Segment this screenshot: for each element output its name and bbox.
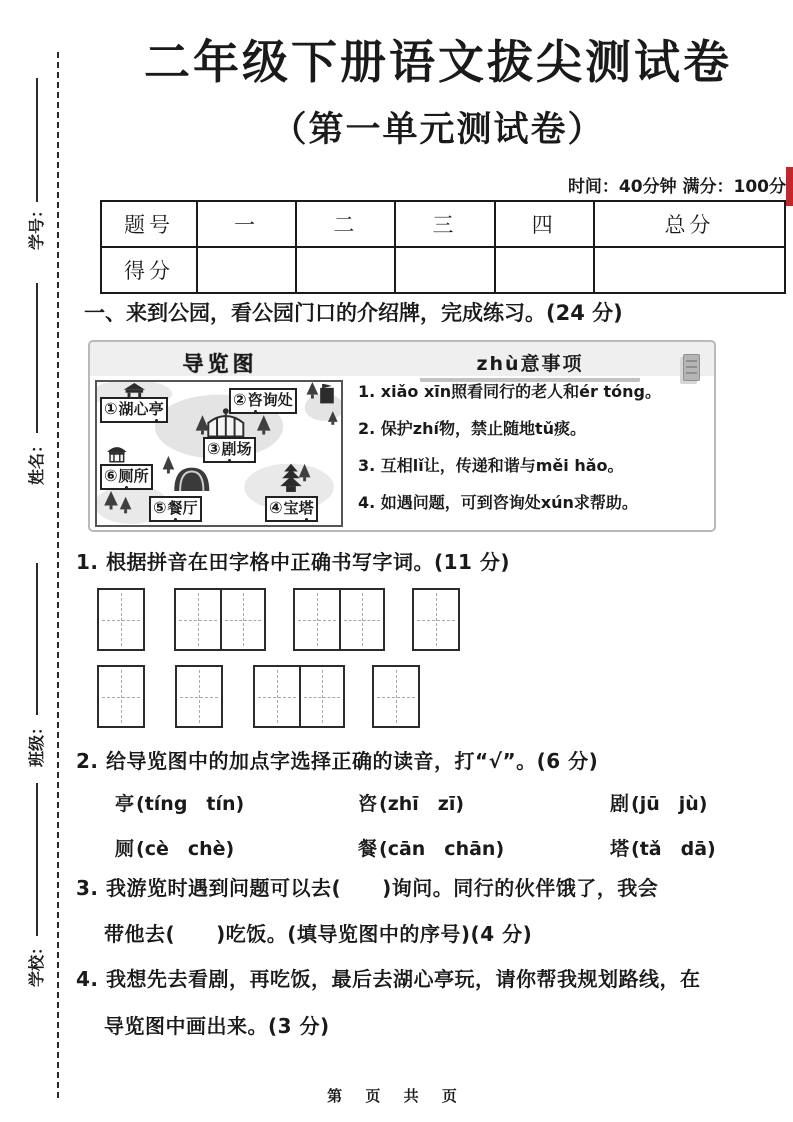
map-label-canting bbox=[149, 496, 202, 522]
map-num-3: ③ bbox=[207, 439, 221, 458]
map-label-cesuo bbox=[100, 464, 153, 490]
score-table-col-3: 三 bbox=[395, 201, 494, 247]
q2-option-can[interactable] bbox=[358, 834, 504, 861]
student-id-fill-line[interactable] bbox=[36, 78, 38, 202]
map-label-text: 厅 bbox=[182, 498, 198, 517]
notice-item-3: 3. 互相lǐ让，传递和谐与měi hǎo。 bbox=[358, 456, 624, 475]
score-table-col-total: 总分 bbox=[594, 201, 785, 247]
score-table-col-2: 二 bbox=[296, 201, 395, 247]
scroll-icon bbox=[683, 354, 700, 381]
grid-cell[interactable] bbox=[255, 667, 299, 726]
dotted-char-ting: 亭 bbox=[148, 399, 164, 418]
q2-char: 厕 bbox=[115, 838, 135, 860]
grid-cell[interactable] bbox=[99, 590, 143, 649]
score-cell-2[interactable] bbox=[296, 247, 395, 293]
map-label-text: 湖心 bbox=[118, 399, 149, 418]
question-2-text: 2. 给导览图中的加点字选择正确的读音，打“√”。(6 分) bbox=[76, 749, 599, 773]
score-table-col-4: 四 bbox=[495, 201, 594, 247]
map-label-text: 场 bbox=[236, 439, 252, 458]
score-table bbox=[100, 200, 786, 294]
score-cell-total[interactable] bbox=[594, 247, 785, 293]
writing-grid-7 bbox=[253, 665, 345, 728]
sidebar-label-school: 学校： bbox=[27, 939, 46, 988]
sidebar-label-name: 姓名： bbox=[27, 437, 46, 486]
sidebar-label-student-id: 学号： bbox=[27, 202, 46, 251]
map-num-6: ⑥ bbox=[104, 466, 118, 485]
score-table-col-1: 一 bbox=[197, 201, 296, 247]
grid-cell[interactable] bbox=[339, 590, 383, 649]
score-cell-3[interactable] bbox=[395, 247, 494, 293]
map-label-juchang bbox=[203, 437, 256, 463]
grid-cell[interactable] bbox=[374, 667, 418, 726]
red-edge-mark bbox=[786, 167, 793, 206]
q2-char: 塔 bbox=[610, 838, 630, 860]
notice-item-4: 4. 如遇问题，可到咨询处xún求帮助。 bbox=[358, 493, 638, 512]
page-footer: 第 页 共 页 bbox=[327, 1087, 466, 1105]
dotted-char-ju: 剧 bbox=[221, 439, 237, 458]
map-num-1: ① bbox=[104, 399, 118, 418]
class-fill-line[interactable] bbox=[36, 563, 38, 715]
school-fill-line[interactable] bbox=[36, 783, 38, 936]
writing-grid-4 bbox=[412, 588, 460, 651]
restaurant-dome-icon bbox=[174, 468, 209, 491]
q2-option-ting[interactable] bbox=[115, 789, 244, 816]
dotted-char-zi: 咨 bbox=[247, 390, 263, 409]
writing-grid-2 bbox=[174, 588, 266, 651]
score-cell-1[interactable] bbox=[197, 247, 296, 293]
notice-title: zhù意事项 bbox=[420, 349, 640, 382]
exam-meta: 时间：40分钟 满分：100分 bbox=[567, 177, 786, 197]
park-sign-illustration bbox=[88, 340, 716, 532]
dotted-char-ta: 塔 bbox=[298, 498, 314, 517]
grid-cell[interactable] bbox=[414, 590, 458, 649]
dotted-char-ce: 厕 bbox=[118, 466, 134, 485]
dotted-char-can: 餐 bbox=[167, 498, 183, 517]
question-1-text: 1. 根据拼音在田字格中正确书写字词。(11 分) bbox=[76, 550, 511, 574]
score-row-label: 得分 bbox=[101, 247, 197, 293]
info-building-icon bbox=[320, 384, 334, 403]
q2-choices: (zhī zī) bbox=[379, 793, 465, 815]
q2-choices: (tíng tín) bbox=[136, 793, 245, 815]
map-title: 导览图 bbox=[182, 352, 258, 376]
map-label-huxinting bbox=[100, 397, 168, 423]
writing-grid-8 bbox=[372, 665, 420, 728]
map-label-zixunchu bbox=[229, 388, 297, 414]
section-1-heading: 一、来到公园，看公园门口的介绍牌，完成练习。(24 分) bbox=[84, 301, 623, 325]
writing-grid-1 bbox=[97, 588, 145, 651]
name-fill-line[interactable] bbox=[36, 283, 38, 433]
notice-item-2: 2. 保护zhí物，禁止随地tǔ痰。 bbox=[358, 419, 587, 438]
notice-list bbox=[358, 382, 703, 530]
sidebar-dashed-divider bbox=[57, 52, 59, 1098]
score-table-corner: 题号 bbox=[101, 201, 197, 247]
grid-cell[interactable] bbox=[295, 590, 339, 649]
q2-char: 咨 bbox=[358, 793, 378, 815]
writing-grid-5 bbox=[97, 665, 145, 728]
q2-choices: (cè chè) bbox=[136, 838, 235, 860]
q2-choices: (tǎ dā) bbox=[631, 838, 716, 860]
q2-option-ce[interactable] bbox=[115, 834, 234, 861]
map-num-5: ⑤ bbox=[153, 498, 167, 517]
grid-cell[interactable] bbox=[176, 590, 220, 649]
map-label-text: 所 bbox=[133, 466, 149, 485]
grid-cell[interactable] bbox=[220, 590, 264, 649]
grid-cell[interactable] bbox=[299, 667, 343, 726]
q2-option-ju[interactable] bbox=[610, 789, 707, 816]
score-table-header-row bbox=[101, 201, 785, 247]
q2-char: 剧 bbox=[610, 793, 630, 815]
toilet-icon bbox=[107, 447, 126, 462]
q2-choices: (cān chān) bbox=[379, 838, 505, 860]
question-4-line-2: 导览图中画出来。(3 分) bbox=[104, 1014, 330, 1038]
park-map bbox=[95, 380, 343, 527]
notice-item-1: 1. xiǎo xīn照看同行的老人和ér tóng。 bbox=[358, 382, 661, 401]
map-num-4: ④ bbox=[269, 498, 283, 517]
page-subtitle: （第一单元测试卷） bbox=[271, 110, 605, 150]
sidebar-label-class: 班级： bbox=[27, 719, 46, 768]
writing-grid-6 bbox=[175, 665, 223, 728]
score-table-score-row bbox=[101, 247, 785, 293]
grid-cell[interactable] bbox=[99, 667, 143, 726]
q2-choices: (jū jù) bbox=[631, 793, 708, 815]
map-label-text: 宝 bbox=[283, 498, 299, 517]
score-cell-4[interactable] bbox=[495, 247, 594, 293]
q2-char: 亭 bbox=[115, 793, 135, 815]
map-num-2: ② bbox=[233, 390, 247, 409]
q2-option-zi[interactable] bbox=[358, 789, 464, 816]
page-title: 二年级下册语文拔尖测试卷 bbox=[144, 35, 732, 89]
question-3-line-2: 带他去( )吃饭。(填导览图中的序号)(4 分) bbox=[104, 922, 533, 946]
writing-grid-3 bbox=[293, 588, 385, 651]
grid-cell[interactable] bbox=[177, 667, 221, 726]
question-4-line-1: 4. 我想先去看剧，再吃饭，最后去湖心亭玩，请你帮我规划路线，在 bbox=[76, 967, 701, 991]
map-label-baota bbox=[265, 496, 318, 522]
map-label-text: 询处 bbox=[262, 390, 293, 409]
q2-option-ta[interactable] bbox=[610, 834, 716, 861]
question-3-line-1: 3. 我游览时遇到问题可以去( )询问。同行的伙伴饿了，我会 bbox=[76, 876, 659, 900]
q2-char: 餐 bbox=[358, 838, 378, 860]
